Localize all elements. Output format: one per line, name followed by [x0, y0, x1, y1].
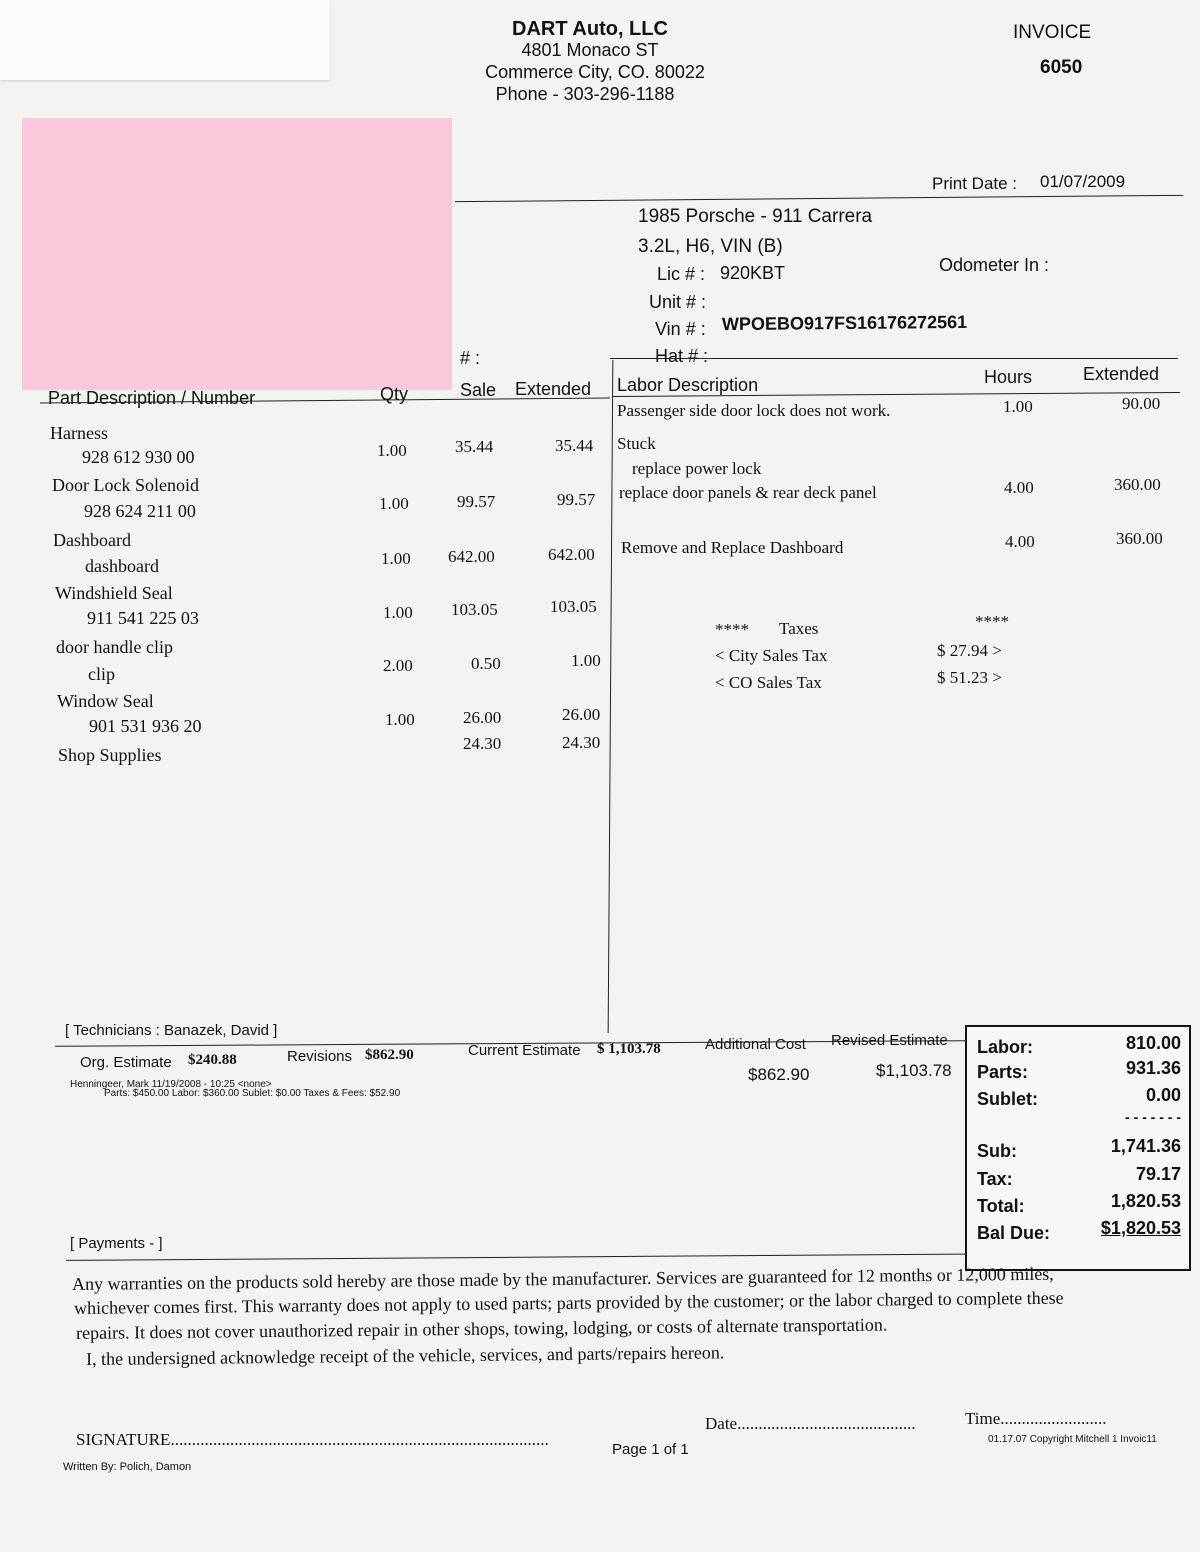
sub-total-value: 1,741.36	[1110, 1136, 1181, 1156]
totals-box	[965, 1025, 1191, 1271]
labor-total-label: Labor:	[977, 1037, 1033, 1057]
labor-hours: 4.00	[1005, 532, 1035, 551]
labor-hours: 4.00	[1004, 478, 1034, 497]
labor-extended: 90.00	[1122, 394, 1161, 413]
part-qty: 1.00	[381, 549, 411, 568]
org-estimate-value: $240.88	[188, 1052, 237, 1068]
parts-total-label: Parts:	[977, 1062, 1029, 1082]
time-line: Time.........................	[965, 1409, 1107, 1428]
hash-label: # :	[460, 348, 481, 368]
hat-label: Hat # :	[655, 346, 709, 366]
sub-total-label: Sub:	[977, 1141, 1017, 1161]
vin-value: WPOEBO917FS16176272561	[721, 311, 968, 335]
org-estimate-label: Org. Estimate	[80, 1054, 172, 1071]
city-tax-label: < City Sales Tax	[715, 646, 828, 665]
parts-total-value: 931.36	[1125, 1058, 1181, 1078]
part-qty: 1.00	[385, 710, 415, 729]
labor-header-hours: Hours	[984, 367, 1033, 387]
part-extended: 24.30	[562, 733, 601, 752]
part-number: clip	[88, 664, 115, 684]
lic-label: Lic # :	[657, 264, 706, 284]
print-date: 01/07/2009	[1040, 172, 1126, 191]
labor-line: Remove and Replace Dashboard	[621, 538, 844, 557]
sublet-total-label: Sublet:	[977, 1089, 1038, 1109]
company-address-2: Commerce City, CO. 80022	[485, 62, 705, 82]
part-number: dashboard	[85, 556, 159, 576]
tax-total-value: 79.17	[1135, 1164, 1181, 1184]
labor-total-value: 810.00	[1125, 1033, 1181, 1053]
sublet-total-value: 0.00	[1145, 1085, 1181, 1105]
current-estimate-label: Current Estimate	[468, 1042, 581, 1059]
co-tax-value: $ 51.23 >	[937, 668, 1002, 687]
invoice-label: INVOICE	[1013, 22, 1092, 43]
payments: [ Payments - ]	[70, 1235, 163, 1252]
part-name: Shop Supplies	[58, 745, 162, 765]
invoice-number: 6050	[1040, 57, 1083, 78]
part-qty: 1.00	[379, 494, 409, 513]
labor-header-extended: Extended	[1083, 364, 1160, 384]
estimate-note-1: Henningeer, Mark 11/19/2008 - 10:25 <none>	[70, 1079, 272, 1090]
part-sale: 24.30	[463, 734, 502, 753]
taxes-stars-right: ****	[975, 612, 1009, 631]
company-phone: Phone - 303-296-1188	[495, 84, 675, 104]
part-extended: 642.00	[548, 545, 595, 564]
part-sale: 642.00	[448, 547, 495, 566]
part-number: 911 541 225 03	[87, 608, 199, 628]
labor-extended: 360.00	[1114, 475, 1161, 494]
labor-line: replace door panels & rear deck panel	[619, 483, 877, 502]
part-name: door handle clip	[56, 637, 173, 657]
part-qty: 1.00	[377, 441, 407, 460]
company-address-1: 4801 Monaco ST	[521, 40, 659, 60]
revisions-value: $862.90	[365, 1047, 414, 1063]
additional-cost-label: Additional Cost	[705, 1036, 806, 1053]
table-top-line	[610, 358, 1178, 359]
vehicle-engine: 3.2L, H6, VIN (B)	[638, 236, 783, 257]
parts-header-extended: Extended	[515, 379, 592, 399]
balance-due-value: $1,820.53	[1100, 1218, 1181, 1238]
warranty-line-2: whichever comes first. This warranty does not apply to used parts; parts provided by the customer; or the labor charged to complete these	[74, 1287, 1064, 1318]
balance-due-label: Bal Due:	[977, 1223, 1051, 1243]
unit-label: Unit # :	[649, 292, 707, 312]
print-date-label: Print Date :	[932, 174, 1018, 193]
labor-line: Passenger side door lock does not work.	[617, 401, 891, 420]
grand-total-label: Total:	[977, 1196, 1025, 1216]
part-qty: 1.00	[383, 603, 413, 622]
part-number: 901 531 936 20	[89, 716, 202, 736]
parts-header-qty: Qty	[380, 384, 409, 404]
sticky-note-white	[0, 0, 330, 80]
part-number: 928 624 211 00	[84, 501, 196, 521]
column-divider	[608, 360, 614, 1033]
warranty-line-1: Any warranties on the products sold hereby are those made by the manufacturer. Services are guaranteed for 12 months or 12,000 miles,	[72, 1263, 1054, 1294]
part-number: 928 612 930 00	[82, 447, 195, 467]
sticky-note-pink	[22, 118, 452, 390]
parts-header-description: Part Description / Number	[48, 388, 256, 408]
part-extended: 1.00	[571, 651, 601, 670]
vin-label: Vin # :	[655, 319, 706, 339]
part-extended: 26.00	[562, 705, 601, 724]
labor-hours: 1.00	[1003, 397, 1033, 416]
estimate-note-2: Parts: $450.00 Labor: $360.00 Sublet: $0.00 Taxes & Fees: $52.90	[104, 1088, 401, 1099]
part-sale: 26.00	[463, 708, 502, 727]
labor-line: Stuck	[617, 434, 656, 453]
part-sale: 103.05	[451, 600, 498, 619]
part-sale: 0.50	[471, 654, 501, 673]
part-name: Dashboard	[53, 530, 131, 550]
current-estimate-value: $ 1,103.78	[597, 1041, 661, 1057]
part-name: Harness	[50, 423, 108, 443]
city-tax-value: $ 27.94 >	[937, 641, 1002, 660]
part-sale: 35.44	[455, 437, 494, 456]
labor-line: replace power lock	[632, 459, 762, 478]
date-line: Date..........................................	[705, 1414, 916, 1433]
company-name: DART Auto, LLC	[512, 18, 668, 40]
written-by: Written By: Polich, Damon	[63, 1461, 192, 1473]
part-extended: 99.57	[557, 490, 596, 509]
totals-divider: - - - - - - -	[1125, 1109, 1181, 1125]
vehicle-description: 1985 Porsche - 911 Carrera	[638, 206, 873, 227]
odometer-label: Odometer In :	[939, 255, 1050, 275]
part-extended: 35.44	[555, 436, 594, 455]
part-name: Windshield Seal	[55, 583, 173, 603]
part-sale: 99.57	[457, 492, 496, 511]
revisions-label: Revisions	[287, 1048, 353, 1065]
warranty-line-3: repairs. It does not cover unauthorized repair in other shops, towing, lodging, or costs of alternate transportation.	[76, 1314, 888, 1343]
revised-estimate-label: Revised Estimate	[831, 1032, 948, 1049]
lic-value: 920KBT	[720, 263, 786, 283]
labor-extended: 360.00	[1116, 529, 1163, 548]
part-name: Door Lock Solenoid	[52, 475, 199, 495]
grand-total-value: 1,820.53	[1110, 1191, 1181, 1211]
page-number: Page 1 of 1	[612, 1441, 689, 1458]
revised-estimate-value: $1,103.78	[876, 1061, 952, 1080]
part-qty: 2.00	[383, 656, 413, 675]
copyright: 01.17.07 Copyright Mitchell 1 Invoic11	[988, 1434, 1157, 1445]
co-tax-label: < CO Sales Tax	[715, 673, 822, 692]
signature-line: SIGNATURE.........................................................................................	[76, 1430, 549, 1449]
tax-total-label: Tax:	[977, 1169, 1013, 1189]
additional-cost-value: $862.90	[748, 1065, 810, 1084]
part-name: Window Seal	[57, 691, 154, 711]
warranty-line-4: I, the undersigned acknowledge receipt of the vehicle, services, and parts/repairs hereon.	[86, 1342, 725, 1369]
taxes-title: Taxes	[779, 619, 819, 638]
taxes-stars-left: ****	[715, 620, 749, 639]
parts-header-sale: Sale	[460, 380, 497, 400]
labor-header-description: Labor Description	[617, 375, 759, 395]
part-extended: 103.05	[550, 597, 597, 616]
technicians: [ Technicians : Banazek, David ]	[65, 1022, 278, 1039]
header-divider	[455, 195, 1183, 202]
